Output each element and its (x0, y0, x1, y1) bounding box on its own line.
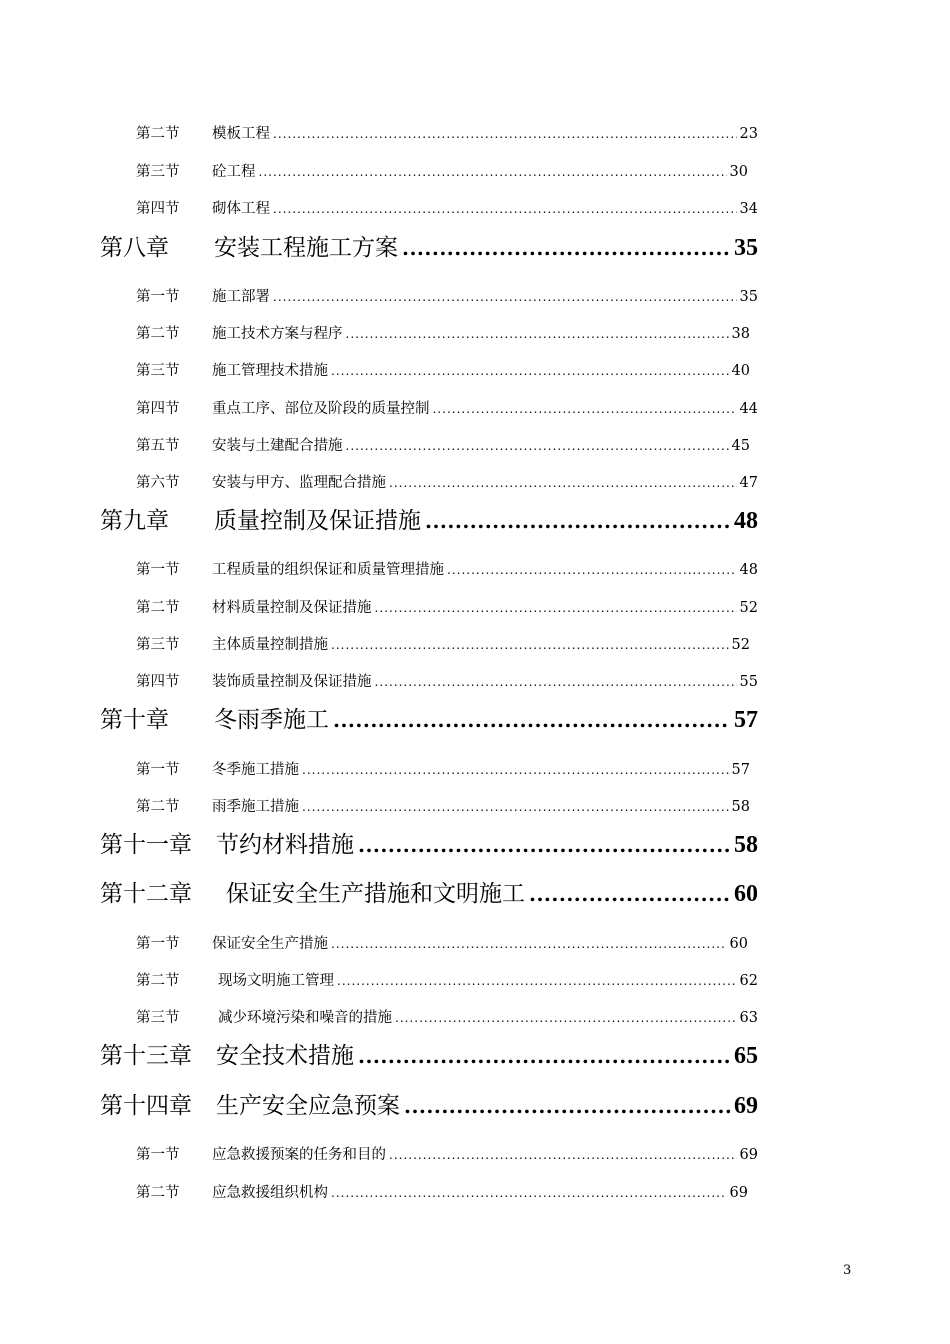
section-title: 应急救援预案的任务和目的 (212, 1147, 386, 1163)
toc-chapter-entry[interactable] (100, 1037, 758, 1070)
toc-section-entry[interactable] (136, 633, 750, 654)
toc-section-entry[interactable] (136, 670, 758, 691)
section-title: 安装与甲方、监理配合措施 (212, 475, 386, 491)
page-ref: 23 (739, 126, 758, 142)
section-title: 应急救援组织机构 (212, 1185, 328, 1201)
toc-chapter-entry[interactable] (100, 826, 758, 859)
page-ref: 35 (739, 289, 758, 305)
section-title: 保证安全生产措施 (212, 936, 328, 952)
dot-leader (337, 974, 737, 988)
toc-chapter-entry[interactable] (100, 701, 758, 734)
dot-leader (333, 708, 730, 732)
section-number: 第四节 (136, 401, 180, 417)
dot-leader (402, 236, 730, 260)
dot-leader (259, 165, 727, 179)
dot-leader (375, 601, 737, 615)
chapter-title: 保证安全生产措施和文明施工 (226, 881, 525, 907)
page-number: 3 (843, 1263, 852, 1278)
chapter-title: 安全技术措施 (216, 1043, 354, 1069)
page-ref: 40 (731, 363, 750, 379)
section-title: 安装与土建配合措施 (212, 438, 343, 454)
toc-section-entry[interactable] (136, 322, 750, 343)
section-number: 第一节 (136, 1147, 180, 1163)
chapter-title: 安装工程施工方案 (214, 235, 398, 261)
page-ref: 62 (739, 973, 758, 989)
dot-leader (331, 638, 729, 652)
toc-chapter-entry[interactable] (100, 229, 758, 262)
chapter-title: 节约材料措施 (216, 832, 354, 858)
section-number: 第二节 (136, 1185, 180, 1201)
page-ref: 52 (731, 637, 750, 653)
toc-section-entry[interactable] (136, 359, 750, 380)
dot-leader (529, 882, 730, 906)
section-number: 第一节 (136, 289, 180, 305)
chapter-number: 第九章 (100, 508, 169, 534)
toc-chapter-entry[interactable] (100, 875, 758, 908)
page-ref: 58 (731, 799, 750, 815)
page-ref: 52 (739, 600, 758, 616)
toc-section-entry[interactable] (136, 285, 758, 306)
toc-section-entry[interactable] (136, 1006, 758, 1027)
toc-section-entry[interactable] (136, 1143, 758, 1164)
section-title: 重点工序、部位及阶段的质量控制 (212, 401, 430, 417)
dot-leader (433, 402, 737, 416)
toc-section-entry[interactable] (136, 795, 750, 816)
section-title: 主体质量控制措施 (212, 637, 328, 653)
toc-section-entry[interactable] (136, 434, 750, 455)
dot-leader (273, 290, 737, 304)
section-title: 装饰质量控制及保证措施 (212, 674, 372, 690)
toc-section-entry[interactable] (136, 122, 758, 143)
page-ref: 35 (734, 235, 758, 261)
section-title: 冬季施工措施 (212, 762, 299, 778)
dot-leader (346, 439, 729, 453)
page-ref: 69 (729, 1185, 748, 1201)
section-title: 砌体工程 (212, 201, 270, 217)
toc-section-entry[interactable] (136, 160, 748, 181)
toc-chapter-entry[interactable] (100, 1087, 758, 1120)
dot-leader (302, 800, 729, 814)
page-ref: 55 (739, 674, 758, 690)
section-title: 砼工程 (212, 164, 256, 180)
page-ref: 58 (734, 832, 758, 858)
section-number: 第二节 (136, 973, 180, 989)
page-ref: 48 (734, 508, 758, 534)
section-number: 第五节 (136, 438, 180, 454)
dot-leader (331, 937, 727, 951)
dot-leader (375, 675, 737, 689)
dot-leader (389, 1148, 737, 1162)
section-title: 材料质量控制及保证措施 (212, 600, 372, 616)
section-title: 模板工程 (212, 126, 270, 142)
page-ref: 34 (739, 201, 758, 217)
page-ref: 60 (734, 881, 758, 907)
page-ref: 57 (731, 762, 750, 778)
chapter-number: 第十三章 (100, 1043, 192, 1069)
dot-leader (389, 476, 737, 490)
section-number: 第二节 (136, 126, 180, 142)
section-number: 第三节 (136, 363, 180, 379)
section-title: 现场文明施工管理 (218, 973, 334, 989)
dot-leader (346, 327, 729, 341)
chapter-title: 质量控制及保证措施 (214, 508, 421, 534)
page-ref: 48 (739, 562, 758, 578)
section-title: 施工技术方案与程序 (212, 326, 343, 342)
section-number: 第一节 (136, 762, 180, 778)
toc-section-entry[interactable] (136, 397, 758, 418)
toc-section-entry[interactable] (136, 932, 748, 953)
section-number: 第三节 (136, 637, 180, 653)
chapter-title: 生产安全应急预案 (216, 1093, 400, 1119)
section-number: 第一节 (136, 936, 180, 952)
section-number: 第二节 (136, 600, 180, 616)
chapter-title: 冬雨季施工 (214, 707, 329, 733)
page-ref: 65 (734, 1043, 758, 1069)
page-ref: 60 (729, 936, 748, 952)
page-ref: 47 (739, 475, 758, 491)
toc-section-entry[interactable] (136, 969, 758, 990)
section-number: 第四节 (136, 201, 180, 217)
dot-leader (273, 202, 737, 216)
dot-leader (425, 509, 730, 533)
section-title: 施工部署 (212, 289, 270, 305)
chapter-number: 第八章 (100, 235, 169, 261)
chapter-number: 第十章 (100, 707, 169, 733)
section-number: 第三节 (136, 164, 180, 180)
section-number: 第六节 (136, 475, 180, 491)
section-title: 减少环境污染和噪音的措施 (218, 1010, 392, 1026)
dot-leader (331, 364, 729, 378)
toc-section-entry[interactable] (136, 471, 758, 492)
page-ref: 63 (739, 1010, 758, 1026)
dot-leader (331, 1186, 727, 1200)
dot-leader (404, 1094, 730, 1118)
dot-leader (358, 1044, 730, 1068)
toc-section-entry[interactable] (136, 758, 750, 779)
toc-chapter-entry[interactable] (100, 502, 758, 535)
section-title: 工程质量的组织保证和质量管理措施 (212, 562, 444, 578)
chapter-number: 第十四章 (100, 1093, 192, 1119)
page-ref: 45 (731, 438, 750, 454)
section-number: 第二节 (136, 799, 180, 815)
section-title: 施工管理技术措施 (212, 363, 328, 379)
toc-section-entry[interactable] (136, 197, 758, 218)
page-ref: 57 (734, 707, 758, 733)
section-number: 第三节 (136, 1010, 180, 1026)
page-ref: 44 (739, 401, 758, 417)
dot-leader (273, 127, 737, 141)
section-number: 第二节 (136, 326, 180, 342)
chapter-number: 第十二章 (100, 881, 192, 907)
section-number: 第四节 (136, 674, 180, 690)
page-ref: 69 (739, 1147, 758, 1163)
chapter-number: 第十一章 (100, 832, 192, 858)
dot-leader (358, 833, 730, 857)
dot-leader (447, 563, 737, 577)
toc-section-entry[interactable] (136, 1181, 748, 1202)
page-ref: 38 (731, 326, 750, 342)
toc-section-entry[interactable] (136, 596, 758, 617)
dot-leader (395, 1011, 737, 1025)
dot-leader (302, 763, 729, 777)
section-title: 雨季施工措施 (212, 799, 299, 815)
toc-section-entry[interactable] (136, 558, 758, 579)
section-number: 第一节 (136, 562, 180, 578)
page-ref: 69 (734, 1093, 758, 1119)
page-ref: 30 (729, 164, 748, 180)
